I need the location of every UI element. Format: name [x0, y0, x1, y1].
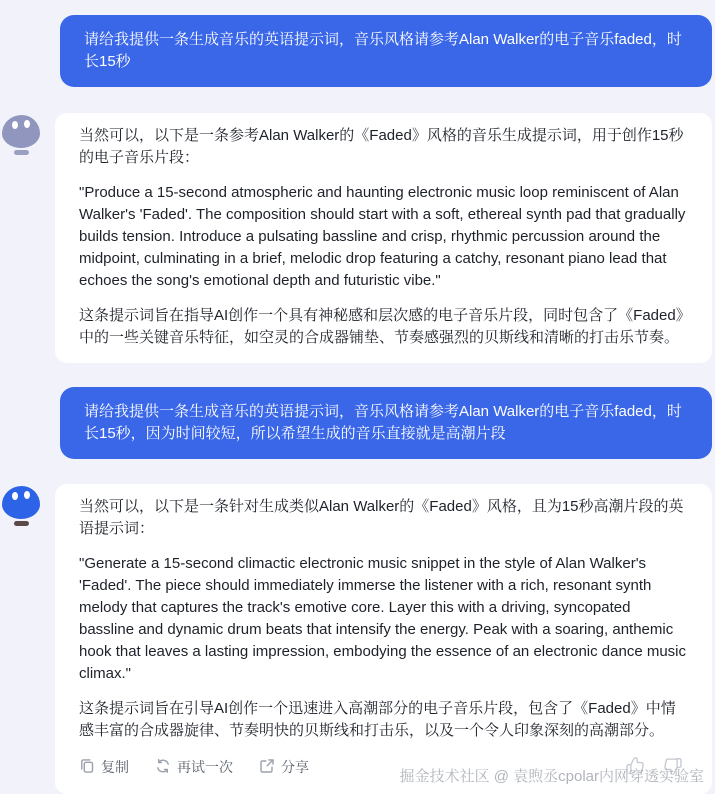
- assistant-avatar-icon: [2, 115, 40, 157]
- copy-label: 复制: [101, 759, 129, 775]
- assistant-paragraph: 这条提示词旨在指导AI创作一个具有神秘感和层次感的电子音乐片段，同时包含了《Faded》中的一些关键音乐特征，如空灵的合成器铺垫、节奏感强烈的贝斯线和清晰的打击乐节奏。: [79, 307, 684, 346]
- assistant-paragraph: 当然可以，以下是一条针对生成类似Alan Walker的《Faded》风格，且为15秒高潮片段的英语提示词：: [79, 498, 684, 537]
- assistant-paragraph: 这条提示词旨在引导AI创作一个迅速进入高潮部分的电子音乐片段，包含了《Faded》中情感丰富的合成器旋律、节奏明快的贝斯线和打击乐，以及一个令人印象深刻的高潮部分。: [79, 700, 676, 739]
- feedback-buttons: [624, 755, 688, 780]
- robot-face-icon: [2, 486, 40, 519]
- thumbs-down-icon[interactable]: [662, 755, 684, 780]
- user-message-bubble-2: 请给我提供一条生成音乐的英语提示词，音乐风格请参考Alan Walker的电子音乐faded，时长15秒，因为时间较短，所以希望生成的音乐直接就是高潮片段: [60, 387, 712, 459]
- assistant-message-row-1: [0, 113, 712, 363]
- share-icon: [259, 758, 275, 777]
- assistant-paragraph-prompt-quote: "Produce a 15-second atmospheric and haunting electronic music loop reminiscent of Alan Walker's 'Faded'. The composition should start with a soft, ethereal synth pad that gradually builds tension. Introduce a pulsating bassline and crisp, rhythmic percussion around the midpoint, culminating in a brief, melodic drop featuring a catchy, resonant piano lead that echoes the song's emotional depth and futuristic vibe.": [79, 184, 686, 289]
- user-message-row-2: [60, 387, 712, 459]
- copy-button[interactable]: [79, 757, 129, 777]
- retry-icon: [155, 758, 171, 777]
- user-message-row-1: [60, 15, 712, 87]
- message-action-row: [79, 754, 688, 780]
- assistant-message-card-1: [55, 113, 712, 363]
- retry-label: 再试一次: [177, 759, 233, 775]
- share-label: 分享: [281, 759, 309, 775]
- share-button[interactable]: [259, 757, 309, 777]
- assistant-paragraph-prompt-quote: "Generate a 15-second climactic electronic music snippet in the style of Alan Walker's 'Faded'. The piece should immediately immerse the listener with a rich, resonant synth melody that captures the track's emotive core. Layer this with a driving, syncopated bassline and dynamic drum beats that intensify the energy. Peak with a soaring, anthemic hook that leaves a lasting impression, embodying the essence of an electronic dance music climax.": [79, 555, 687, 682]
- robot-face-icon: [2, 115, 40, 148]
- assistant-message-row-2: [0, 484, 712, 794]
- copy-icon: [79, 758, 95, 777]
- assistant-avatar-icon: [2, 486, 40, 528]
- retry-button[interactable]: [155, 757, 233, 777]
- thumbs-up-icon[interactable]: [624, 755, 646, 780]
- watermark-text: 掘金技术社区 @ 袁煦丞cpolar内网穿透实验室: [399, 768, 704, 785]
- user-message-bubble-1: 请给我提供一条生成音乐的英语提示词，音乐风格请参考Alan Walker的电子音乐faded，时长15秒: [60, 15, 712, 87]
- assistant-paragraph: 当然可以，以下是一条参考Alan Walker的《Faded》风格的音乐生成提示词，用于创作15秒的电子音乐片段：: [79, 127, 684, 166]
- assistant-message-card-2: [55, 484, 712, 794]
